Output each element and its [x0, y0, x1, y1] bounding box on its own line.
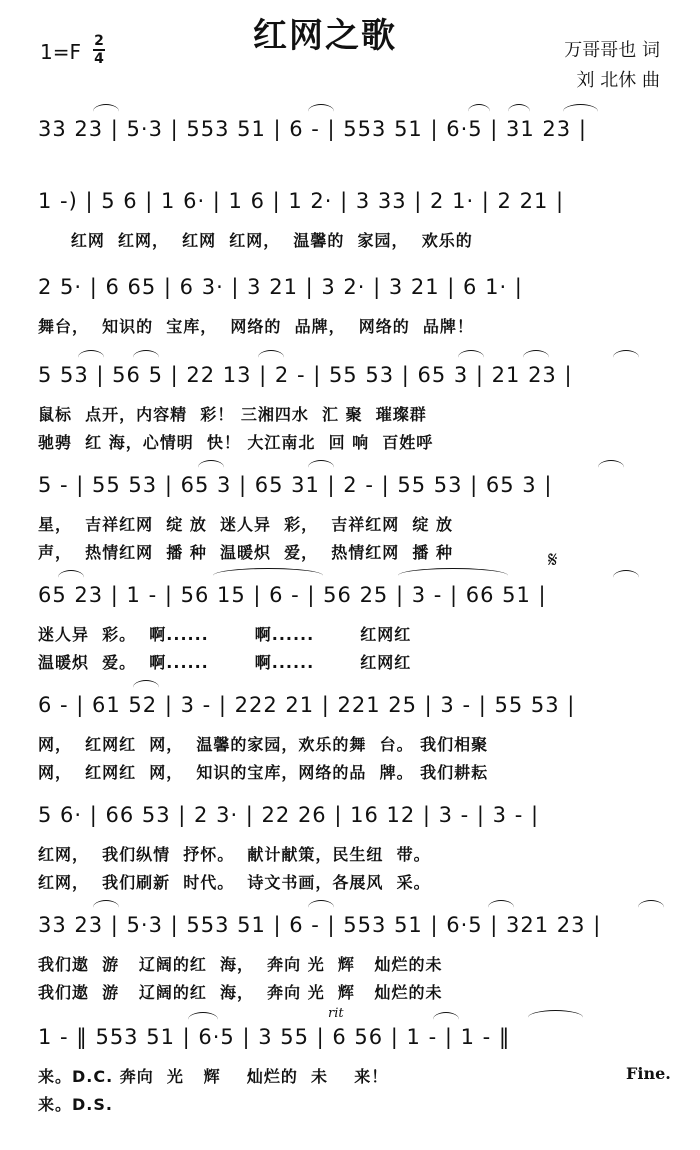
fine-mark: Fine.	[626, 1064, 671, 1083]
slur	[528, 1010, 583, 1025]
slur	[508, 104, 530, 119]
lyric-line-2: 温暖炽 爱。 啊...... 啊...... 红网红	[38, 653, 412, 672]
notes-line: 5 6· | 66 53 | 2 3· | 22 26 | 16 12 | 3 - | 3 - |	[38, 803, 540, 827]
slur	[133, 350, 159, 365]
slur	[78, 350, 104, 365]
slur	[563, 104, 598, 119]
slur	[93, 104, 119, 119]
notes-line: 1 -) | 5 6 | 1 6· | 1 6 | 1 2· | 3 33 | 2 1· | 2 21 |	[38, 189, 565, 213]
slur	[58, 570, 84, 585]
slur	[468, 104, 490, 119]
time-signature	[93, 34, 105, 66]
slur	[598, 460, 624, 475]
slur	[213, 568, 323, 583]
slur	[308, 104, 334, 119]
lyric-line-1: 红网 红网， 红网 红网， 温馨的 家园， 欢乐的	[38, 231, 473, 250]
ritardando-mark: rit	[328, 1006, 344, 1021]
slur	[308, 900, 334, 915]
composer-credit: 刘 北休 曲	[576, 70, 660, 91]
slur	[613, 570, 639, 585]
notes-line: 65 23 | 1 - | 56 15 | 6 - | 56 25 | 3 - | 66 51 |	[38, 583, 547, 607]
slur	[258, 350, 284, 365]
credits	[564, 36, 660, 96]
lyric-line-1: 星， 吉祥红网 绽 放 迷人异 彩， 吉祥红网 绽 放	[38, 515, 453, 534]
lyric-line-2: 我们遨 游 辽阔的红 海， 奔向 光 辉 灿烂的未	[38, 983, 443, 1002]
notes-line: 6 - | 61 52 | 3 - | 222 21 | 221 25 | 3 - | 55 53 |	[38, 693, 576, 717]
meter-bottom: 4	[94, 51, 104, 67]
lyric-line-1: 来。D.C. 奔向 光 辉 灿烂的 未 来！	[38, 1067, 389, 1086]
lyric-line-2: 驰骋 红 海，心情明 快！ 大江南北 回 响 百姓呼	[38, 433, 434, 452]
lyric-line-2: 网， 红网红 网， 知识的宝库，网络的品 牌。 我们耕耘	[38, 763, 489, 782]
slur	[93, 900, 119, 915]
key-signature: 1=F	[40, 40, 81, 64]
notes-line: 1 - ‖ 553 51 | 6·5 | 3 55 | 6 56 | 1 - | 1 - ‖	[38, 1025, 511, 1049]
lyric-line-2: 声， 热情红网 播 种 温暖炽 爱， 热情红网 播 种	[38, 543, 453, 562]
song-title: 红网之歌	[253, 16, 397, 56]
notes-line: 5 - | 55 53 | 65 3 | 65 31 | 2 - | 55 53 | 65 3 |	[38, 473, 553, 497]
slur	[488, 900, 514, 915]
score-system-10	[38, 1006, 671, 1150]
slur	[188, 1012, 218, 1027]
lyric-line-1: 鼠标 点开，内容精 彩！ 三湘四水 汇 聚 璀璨群	[38, 405, 427, 424]
lyric-line-1: 我们遨 游 辽阔的红 海， 奔向 光 辉 灿烂的未	[38, 955, 443, 974]
lyric-line-1: 红网， 我们纵情 抒怀。 献计献策，民生纽 带。	[38, 845, 431, 864]
slur	[308, 460, 334, 475]
meter-top: 2	[94, 33, 104, 49]
lyric-line-1: 迷人异 彩。 啊...... 啊...... 红网红	[38, 625, 412, 644]
lyric-line-1: 网， 红网红 网， 温馨的家园，欢乐的舞 台。 我们相聚	[38, 735, 489, 754]
slur	[613, 350, 639, 365]
slur	[398, 568, 508, 583]
lyric-line-2: 来。D.S.	[38, 1095, 113, 1114]
slur	[458, 350, 484, 365]
slur	[523, 350, 549, 365]
slur	[433, 1012, 459, 1027]
lyric-line-2: 红网， 我们刷新 时代。 诗文书画，各展风 采。	[38, 873, 431, 892]
lyricist-credit: 万哥哥也 词	[564, 40, 660, 61]
slur	[198, 460, 224, 475]
segno-icon: 𝄋	[548, 548, 558, 573]
notes-line: 2 5· | 6 65 | 6 3· | 3 21 | 3 2· | 3 21 | 6 1· |	[38, 275, 523, 299]
notes-line: 5 53 | 56 5 | 22 13 | 2 - | 55 53 | 65 3 | 21 23 |	[38, 363, 573, 387]
notes-line: 33 23 | 5·3 | 553 51 | 6 - | 553 51 | 6·5 | 321 23 |	[38, 913, 602, 937]
slur	[133, 680, 159, 695]
lyric-line-1: 舞台， 知识的 宝库， 网络的 品牌， 网络的 品牌！	[38, 317, 474, 336]
slur	[638, 900, 664, 915]
notes-line: 33 23 | 5·3 | 553 51 | 6 - | 553 51 | 6·5 | 31 23 |	[38, 117, 587, 141]
